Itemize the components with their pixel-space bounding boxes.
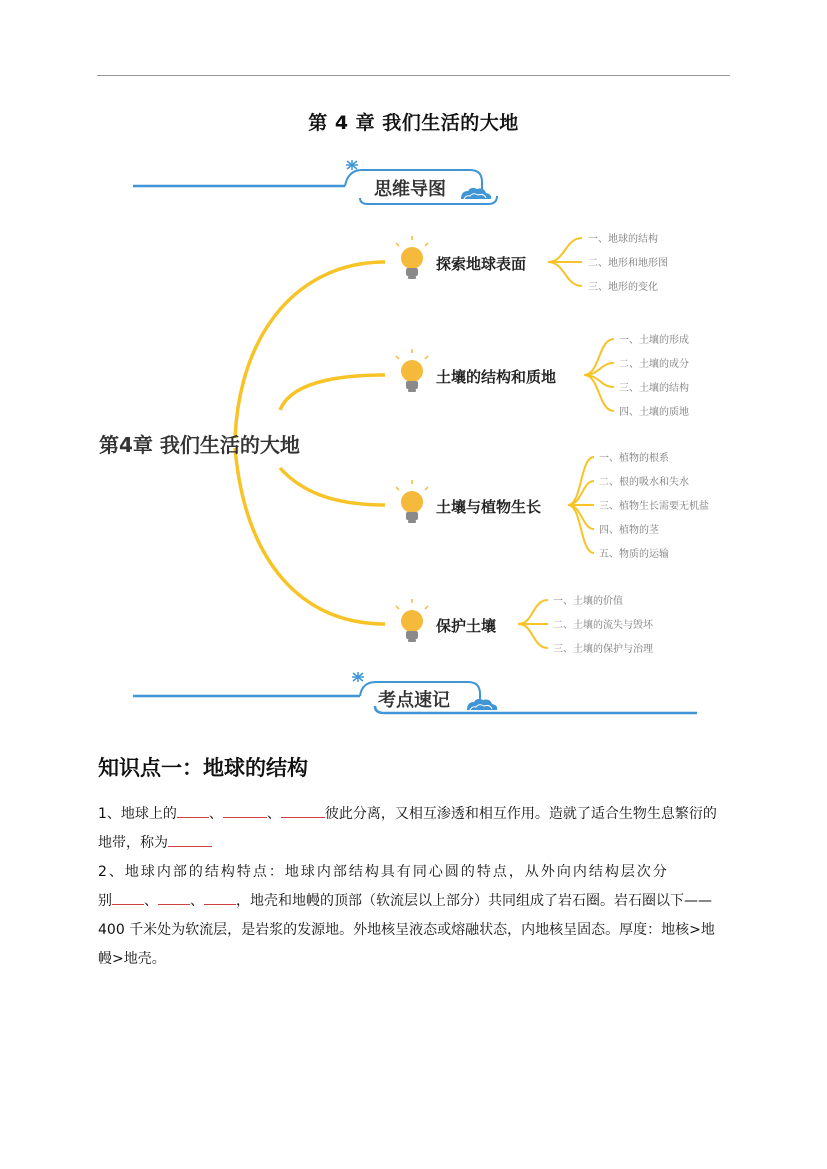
sparkle-icon	[352, 672, 364, 682]
branch-item: 一、地球的结构	[588, 234, 658, 245]
separator: 、	[144, 893, 158, 909]
branch-2	[396, 333, 689, 418]
branch-item: 一、土壤的形成	[619, 335, 689, 346]
bulb-icon	[396, 480, 428, 523]
branch-item: 一、土壤的价值	[553, 596, 623, 607]
fill-blank[interactable]	[223, 801, 267, 818]
paragraph-text: 彼此分离，又相互渗透和相互作用。造就了适合生物生息繁衍的	[324, 806, 717, 822]
branch-item: 五、物质的运输	[599, 549, 669, 560]
paragraph-text: 400 千米处为软流层，是岩浆的发源地。外地核呈液态或熔融状态，内地核呈固态。厚度：地核>地	[98, 922, 715, 938]
branch-item: 三、地形的变化	[588, 282, 658, 293]
mind-map	[0, 150, 827, 725]
paragraph-text: ，地壳和地幔的顶部（软流层以上部分）共同组成了岩石圈。岩石圈以下——	[236, 893, 712, 909]
banner-keypoints	[133, 672, 697, 713]
branch-item: 四、土壤的质地	[619, 407, 689, 418]
branch-item: 三、土壤的结构	[619, 383, 689, 394]
cloud-icon	[467, 699, 497, 710]
branch-label: 探索地球表面	[436, 255, 527, 273]
branch-item: 一、植物的根系	[599, 453, 669, 464]
branch-item: 三、土壤的保护与治理	[553, 644, 653, 655]
fill-blank[interactable]	[281, 801, 325, 818]
cloud-icon	[461, 188, 491, 199]
branch-4	[396, 594, 654, 655]
paragraph-text: 幔>地壳。	[98, 951, 166, 967]
branch-label: 土壤与植物生长	[436, 498, 542, 516]
paragraph-text: 2、地球内部的结构特点：地球内部结构具有同心圆的特点，从外向内结构层次分	[98, 864, 669, 880]
branch-label: 土壤的结构和质地	[436, 368, 557, 386]
section-heading: 知识点一：地球的结构	[98, 756, 308, 780]
branch-item: 二、土壤的流失与毁坏	[553, 620, 653, 631]
branch-3	[396, 451, 709, 560]
paragraph-text: 1、地球上的	[98, 806, 177, 822]
separator: 、	[266, 806, 281, 822]
banner-mindmap	[133, 160, 497, 204]
separator: 、	[208, 806, 223, 822]
bulb-icon	[396, 349, 428, 392]
branch-item: 二、根的吸水和失水	[599, 477, 689, 488]
fill-blank[interactable]	[112, 888, 144, 905]
paragraph-text: 地带，称为	[98, 835, 168, 851]
header-rule	[97, 75, 730, 76]
branch-label: 保护土壤	[436, 617, 497, 635]
bulb-icon	[396, 236, 428, 279]
mindmap-root: 第4章 我们生活的大地	[99, 433, 300, 457]
bulb-icon	[396, 599, 428, 642]
paragraph-2	[98, 858, 730, 974]
document-title: 第 4 章 我们生活的大地	[308, 112, 519, 134]
paragraph-1	[98, 800, 730, 858]
branch-item: 三、植物生长需要无机盐	[599, 501, 709, 512]
branch-item: 四、植物的茎	[599, 525, 659, 536]
banner-mindmap-label: 思维导图	[374, 179, 446, 200]
banner-keypoints-label: 考点速记	[378, 690, 450, 711]
fill-blank[interactable]	[158, 888, 190, 905]
fill-blank[interactable]	[168, 830, 212, 847]
branch-1	[396, 232, 668, 293]
fill-blank[interactable]	[204, 888, 236, 905]
branch-item: 二、地形和地形图	[588, 258, 668, 269]
fill-blank[interactable]	[177, 801, 209, 818]
paragraph-text: 别	[98, 893, 112, 909]
separator: 、	[190, 893, 204, 909]
sparkle-icon	[346, 160, 358, 170]
branch-item: 二、土壤的成分	[619, 359, 689, 370]
